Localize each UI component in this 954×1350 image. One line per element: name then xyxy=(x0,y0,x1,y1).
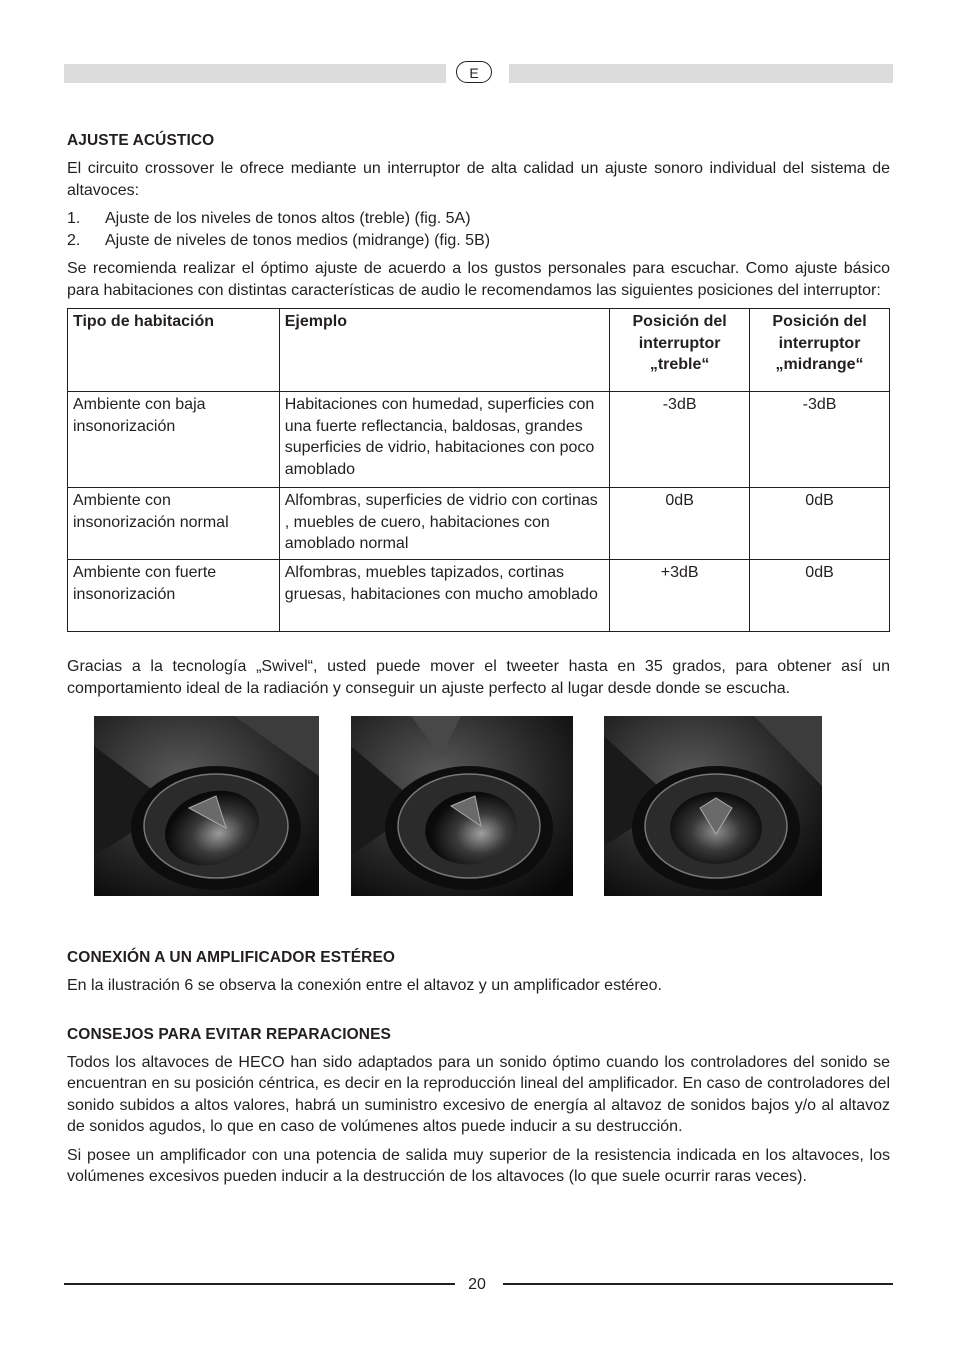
table-row xyxy=(68,488,890,560)
header-bar-left xyxy=(64,64,446,83)
header-bar-right xyxy=(509,64,893,83)
cell-treble: -3dB xyxy=(610,392,750,488)
footer-line-right xyxy=(503,1283,893,1285)
adjustment-list xyxy=(67,208,890,251)
repairs-paragraph-1: Todos los altavoces de HECO han sido adaptados para un sonido óptimo cuando los controladores del sonido se encuentran en su posición céntrica, es decir en la reproducción lineal del amplificador. En caso de controladores del sonido subidos a altos valores, habrá un suministro excesivo de energía al altavoz de sonidos bajos y/o al altavoz de sonidos agudos, lo que en caso de volúmenes altos puede inducir a su destrucción. xyxy=(67,1053,890,1135)
page-content xyxy=(67,132,890,1195)
header-midrange: Posición del interruptor „midrange“ xyxy=(750,309,890,392)
acoustic-intro: El circuito crossover le ofrece mediante un interruptor de alta calidad un ajuste sonoro individual del sistema de altavoces: xyxy=(67,160,890,199)
settings-table xyxy=(67,308,890,632)
header-example: Ejemplo xyxy=(279,309,609,392)
swivel-text: Gracias a la tecnología „Swivel“, usted puede mover el tweeter hasta en 35 grados, para obtener así un comportamiento ideal de la radiación y conseguir un ajuste perfecto al lugar desde donde se escucha. xyxy=(67,658,890,697)
recommendation-text: Se recomienda realizar el óptimo ajuste de acuerdo a los gustos personales para escuchar. Como ajuste básico para habitaciones con distintas características de audio le recomendamos las siguientes posiciones del interruptor: xyxy=(67,260,890,299)
language-badge: E xyxy=(456,61,492,83)
header-treble: Posición del interruptor „treble“ xyxy=(610,309,750,392)
cell-room: Ambiente con baja insonorización xyxy=(68,392,280,488)
table-header-row xyxy=(68,309,890,392)
cell-example: Alfombras, superficies de vidrio con cortinas , muebles de cuero, habitaciones con amoblado normal xyxy=(279,488,609,560)
page-number: 20 xyxy=(468,1276,486,1293)
footer-line-left xyxy=(64,1283,455,1285)
table-row xyxy=(68,392,890,488)
header-room-type: Tipo de habitación xyxy=(68,309,280,392)
tweeter-swivel-left-photo xyxy=(94,716,319,896)
cell-midrange: 0dB xyxy=(750,560,890,632)
amplifier-text: En la ilustración 6 se observa la conexión entre el altavoz y un amplificador estéreo. xyxy=(67,977,662,994)
cell-room: Ambiente con insonorización normal xyxy=(68,488,280,560)
list-item: 1. Ajuste de los niveles de tonos altos (treble) (fig. 5A) xyxy=(67,210,471,227)
table-row xyxy=(68,560,890,632)
tweeter-photo-row xyxy=(67,716,890,898)
section-heading-amplifier: CONEXIÓN A UN AMPLIFICADOR ESTÉREO xyxy=(67,949,396,966)
cell-treble: 0dB xyxy=(610,488,750,560)
list-item: 2. Ajuste de niveles de tonos medios (midrange) (fig. 5B) xyxy=(67,231,491,249)
tweeter-swivel-straight-photo xyxy=(604,716,822,896)
repairs-paragraph-2: Si posee un amplificador con una potencia de salida muy superior de la resistencia indicada en los altavoces, los volúmenes excesivos pueden inducir a la destrucción de los altavoces (lo que suele ocurrir raras veces). xyxy=(67,1146,890,1185)
cell-example: Habitaciones con humedad, superficies con una fuerte reflectancia, baldosas, grandes superficies de vidrio, habitaciones con poco amoblado xyxy=(279,392,609,488)
cell-example: Alfombras, muebles tapizados, cortinas gruesas, habitaciones con mucho amoblado xyxy=(279,560,609,632)
cell-midrange: 0dB xyxy=(750,488,890,560)
cell-room: Ambiente con fuerte insonorización xyxy=(68,560,280,632)
cell-midrange: -3dB xyxy=(750,392,890,488)
cell-treble: +3dB xyxy=(610,560,750,632)
tweeter-swivel-center-photo xyxy=(351,716,573,896)
section-heading-repairs: CONSEJOS PARA EVITAR REPARACIONES xyxy=(67,1025,391,1043)
section-heading-acoustic: AJUSTE ACÚSTICO xyxy=(67,132,215,149)
